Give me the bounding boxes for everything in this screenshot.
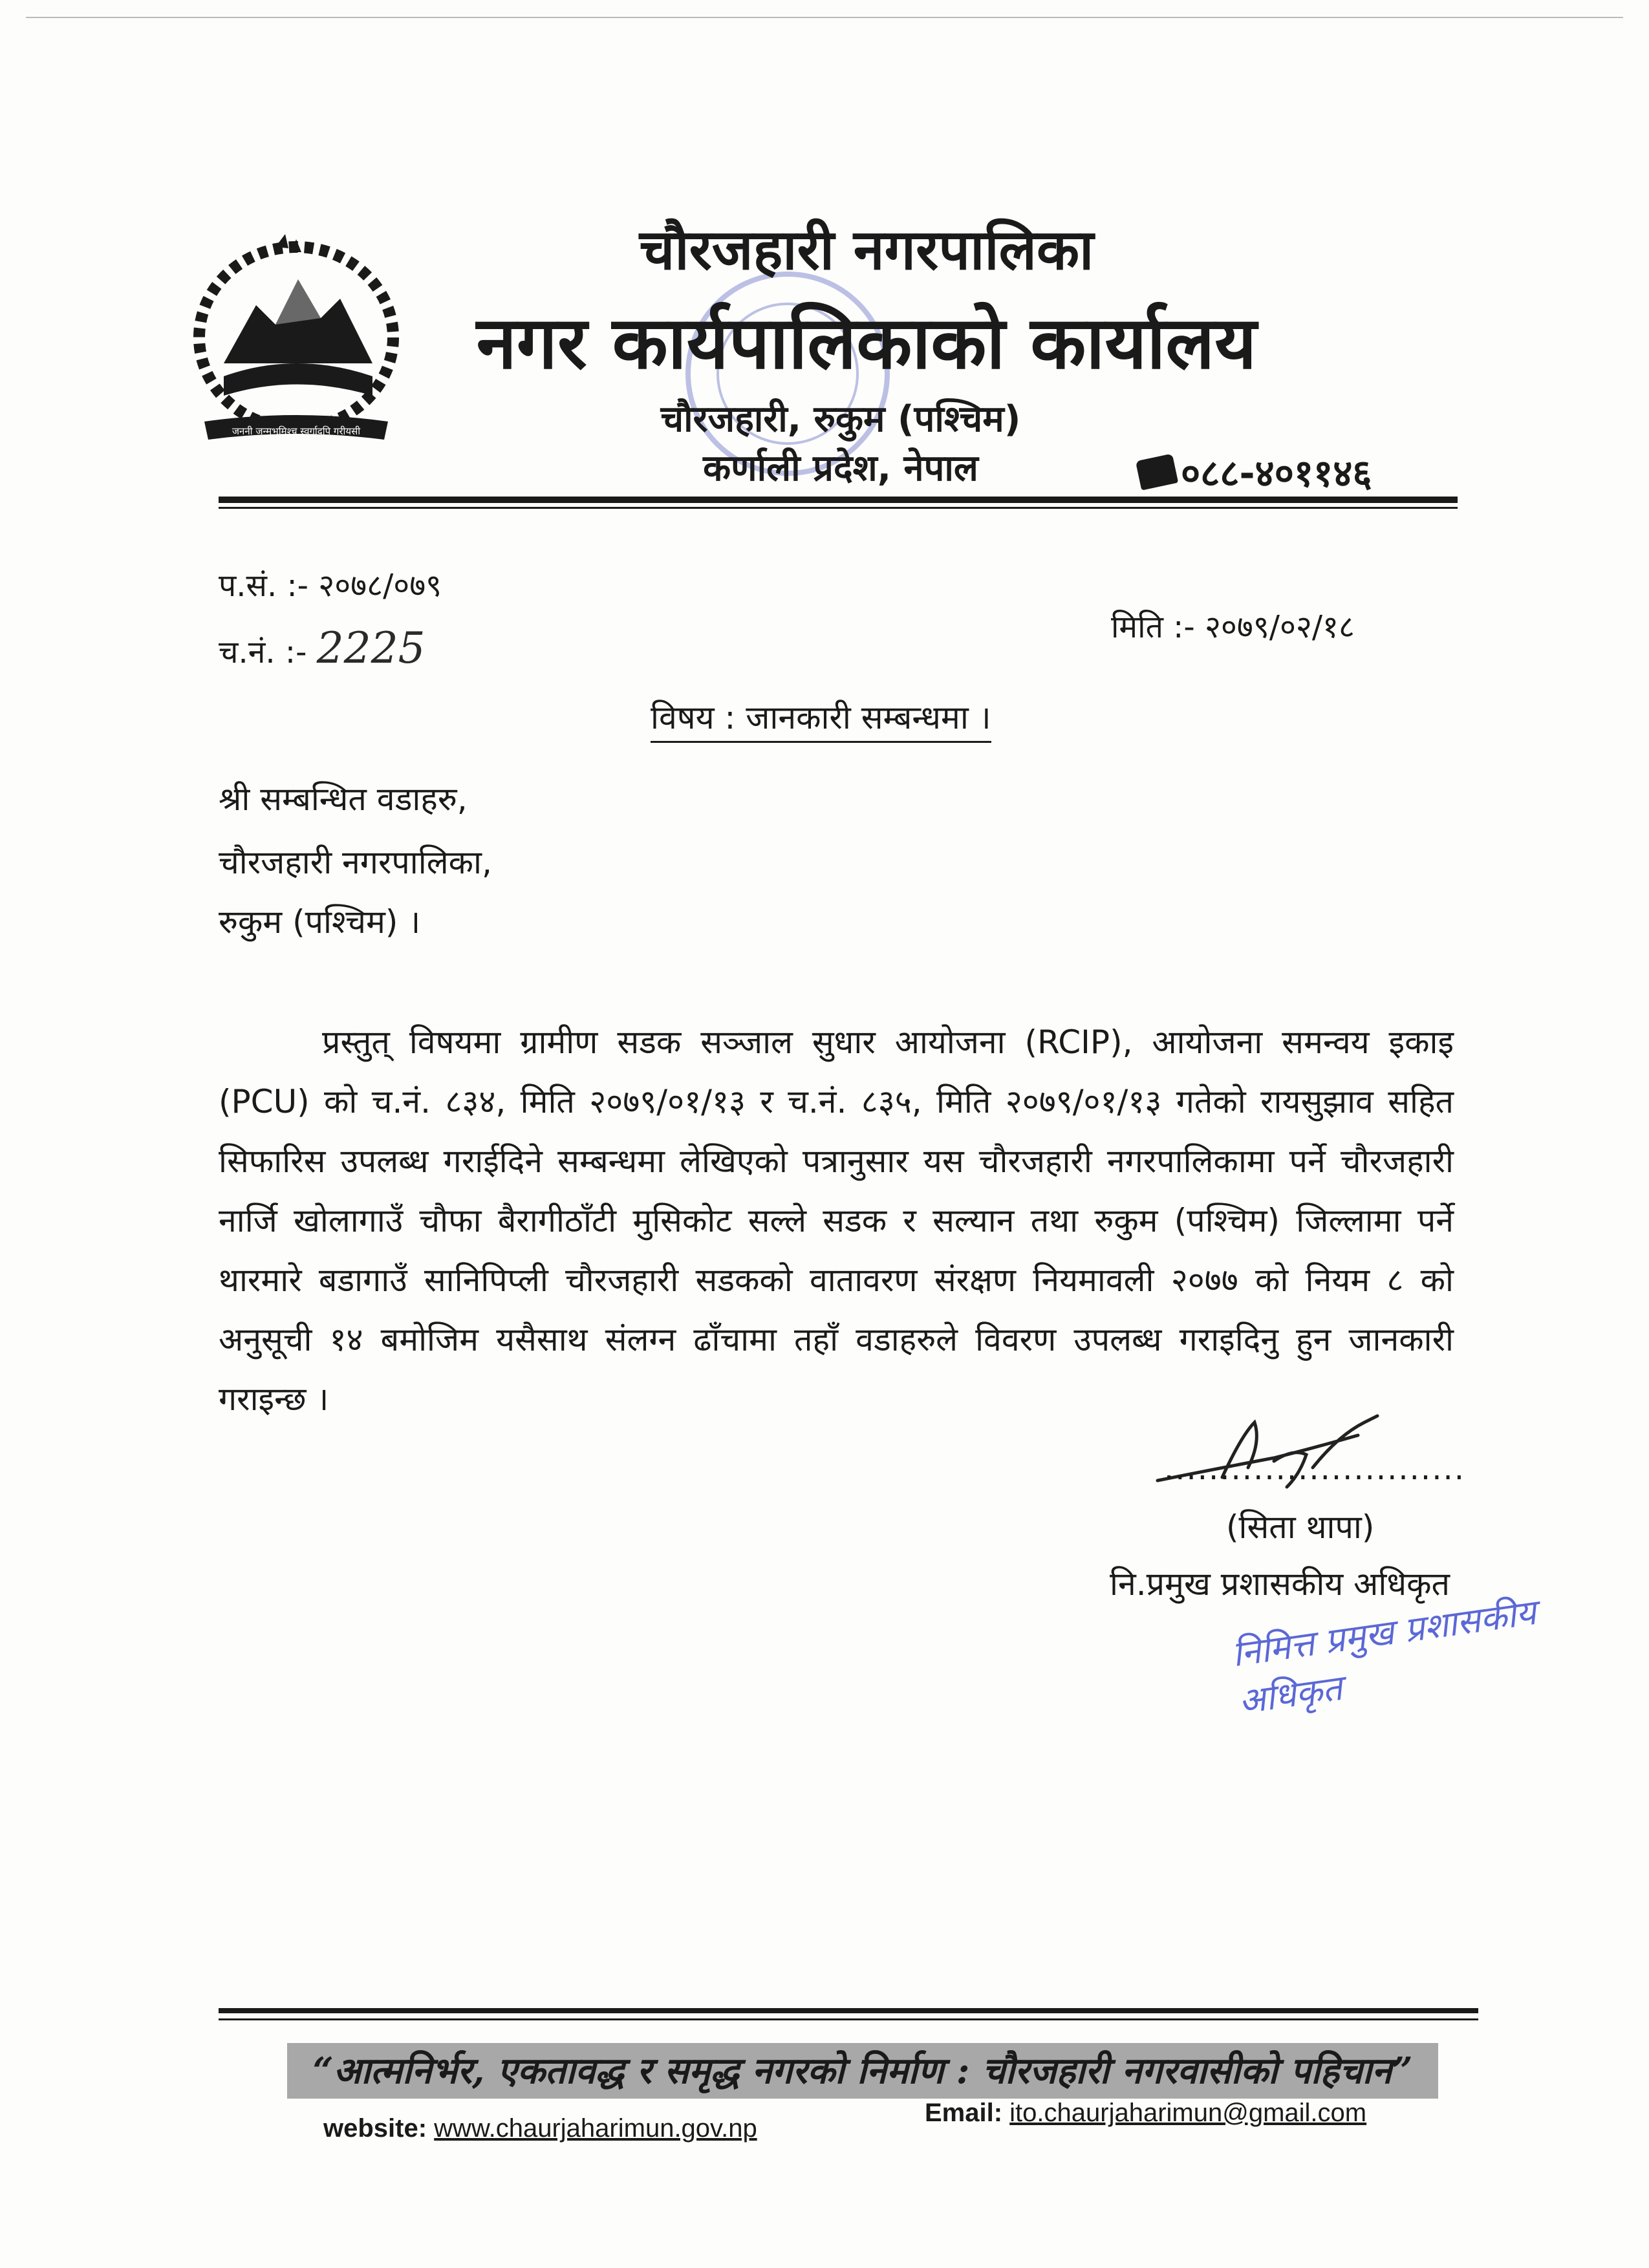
footer-rule-thin: [219, 2018, 1478, 2020]
date-label: मिति :-: [1111, 609, 1195, 645]
ps-label: प.सं. :-: [219, 568, 308, 604]
addressee-line-2: चौरजहारी नगरपालिका,: [219, 844, 492, 881]
header-rule-thick: [219, 497, 1458, 503]
phone-value: ०८८-४०११४६: [1181, 451, 1372, 495]
addressee-line-1: श्री सम्बन्धित वडाहरु,: [219, 780, 468, 818]
addressee-line-3: रुकुम (पश्चिम) ।: [219, 903, 421, 941]
phone-number: [1138, 446, 1372, 497]
letter-date: [1111, 605, 1355, 647]
email-link[interactable]: ito.chaurjaharimun@gmail.com: [1009, 2099, 1367, 2127]
signatory-title: नि.प्रमुख प्रशासकीय अधिकृत: [1110, 1565, 1450, 1603]
signature-dots: ...........................: [1164, 1451, 1465, 1487]
officer-stamp: निमित्त प्रमुख प्रशासकीय अधिकृत: [1229, 1591, 1539, 1722]
signatory-name: (सिता थापा): [1226, 1508, 1375, 1546]
website-label: website:: [323, 2114, 427, 2143]
telephone-icon: [1136, 453, 1178, 490]
chn-value: 2225: [316, 623, 426, 673]
date-value: २०७९/०२/१८: [1204, 609, 1355, 645]
ps-reference: [219, 564, 442, 606]
website-link[interactable]: www.chaurjaharimun.gov.np: [434, 2114, 757, 2143]
chn-label: च.नं. :-: [219, 634, 307, 670]
nepal-emblem-icon: [178, 234, 414, 450]
header-rule-thin: [219, 507, 1458, 509]
location-line-2: कर्णाली प्रदेश, नेपाल: [703, 447, 978, 489]
ps-value: २०७८/०७९: [318, 568, 442, 604]
location-line-1: चौरजहारी, रुकुम (पश्चिम): [660, 398, 1021, 440]
footer-rule-thick: [219, 2008, 1478, 2013]
emblem-caption: जननी जन्मभूमिश्च स्वर्गादपि गरीयसी: [232, 425, 361, 437]
office-name: नगर कार्यपालिकाको कार्यालय: [476, 301, 1257, 385]
subject-line: विषय : जानकारी सम्बन्धमा ।: [651, 694, 991, 743]
email-label: Email:: [925, 2099, 1003, 2127]
scan-edge-line: [26, 17, 1623, 18]
footer-website: [323, 2114, 757, 2143]
chn-reference: [219, 623, 426, 673]
letter-body: प्रस्तुत् विषयमा ग्रामीण सडक सञ्जाल सुधार आयोजना (RCIP), आयोजना समन्वय इकाइ (PCU) को च.नं. ८३४, मिति २०७९/०१/१३ र च.नं. ८३५, मिति २०७९/०१/१३ गतेको रायसुझाव सहित सिफारिस उपलब्ध गराईदिने सम्बन्धमा लेखिएको पत्रानुसार यस चौरजहारी नगरपालिकामा पर्ने चौरजहारी नार्जि खोलागाउँ चौफा बैरागीठाँटी मुसिकोट सल्ले सडक र सल्यान तथा रुकुम (पश्चिम) जिल्लामा पर्ने थारमारे बडागाउँ सानिपिप्ली चौरजहारी सडकको वातावरण संरक्षण नियमावली २०७७ को नियम ८ को अनुसूची १४ बमोजिम यसैसाथ संलग्न ढाँचामा तहाँ वडाहरुले विवरण उपलब्ध गराइदिनु हुन जानकारी गराइन्छ ।: [219, 1023, 1454, 1418]
footer-email: [925, 2099, 1366, 2128]
municipality-name: चौरजहारी नगरपालिका: [639, 218, 1094, 283]
footer-motto: “आत्मनिर्भर, एकतावद्ध र समृद्ध नगरको निर्माण : चौरजहारी नगरवासीको पहिचान”: [287, 2043, 1438, 2099]
